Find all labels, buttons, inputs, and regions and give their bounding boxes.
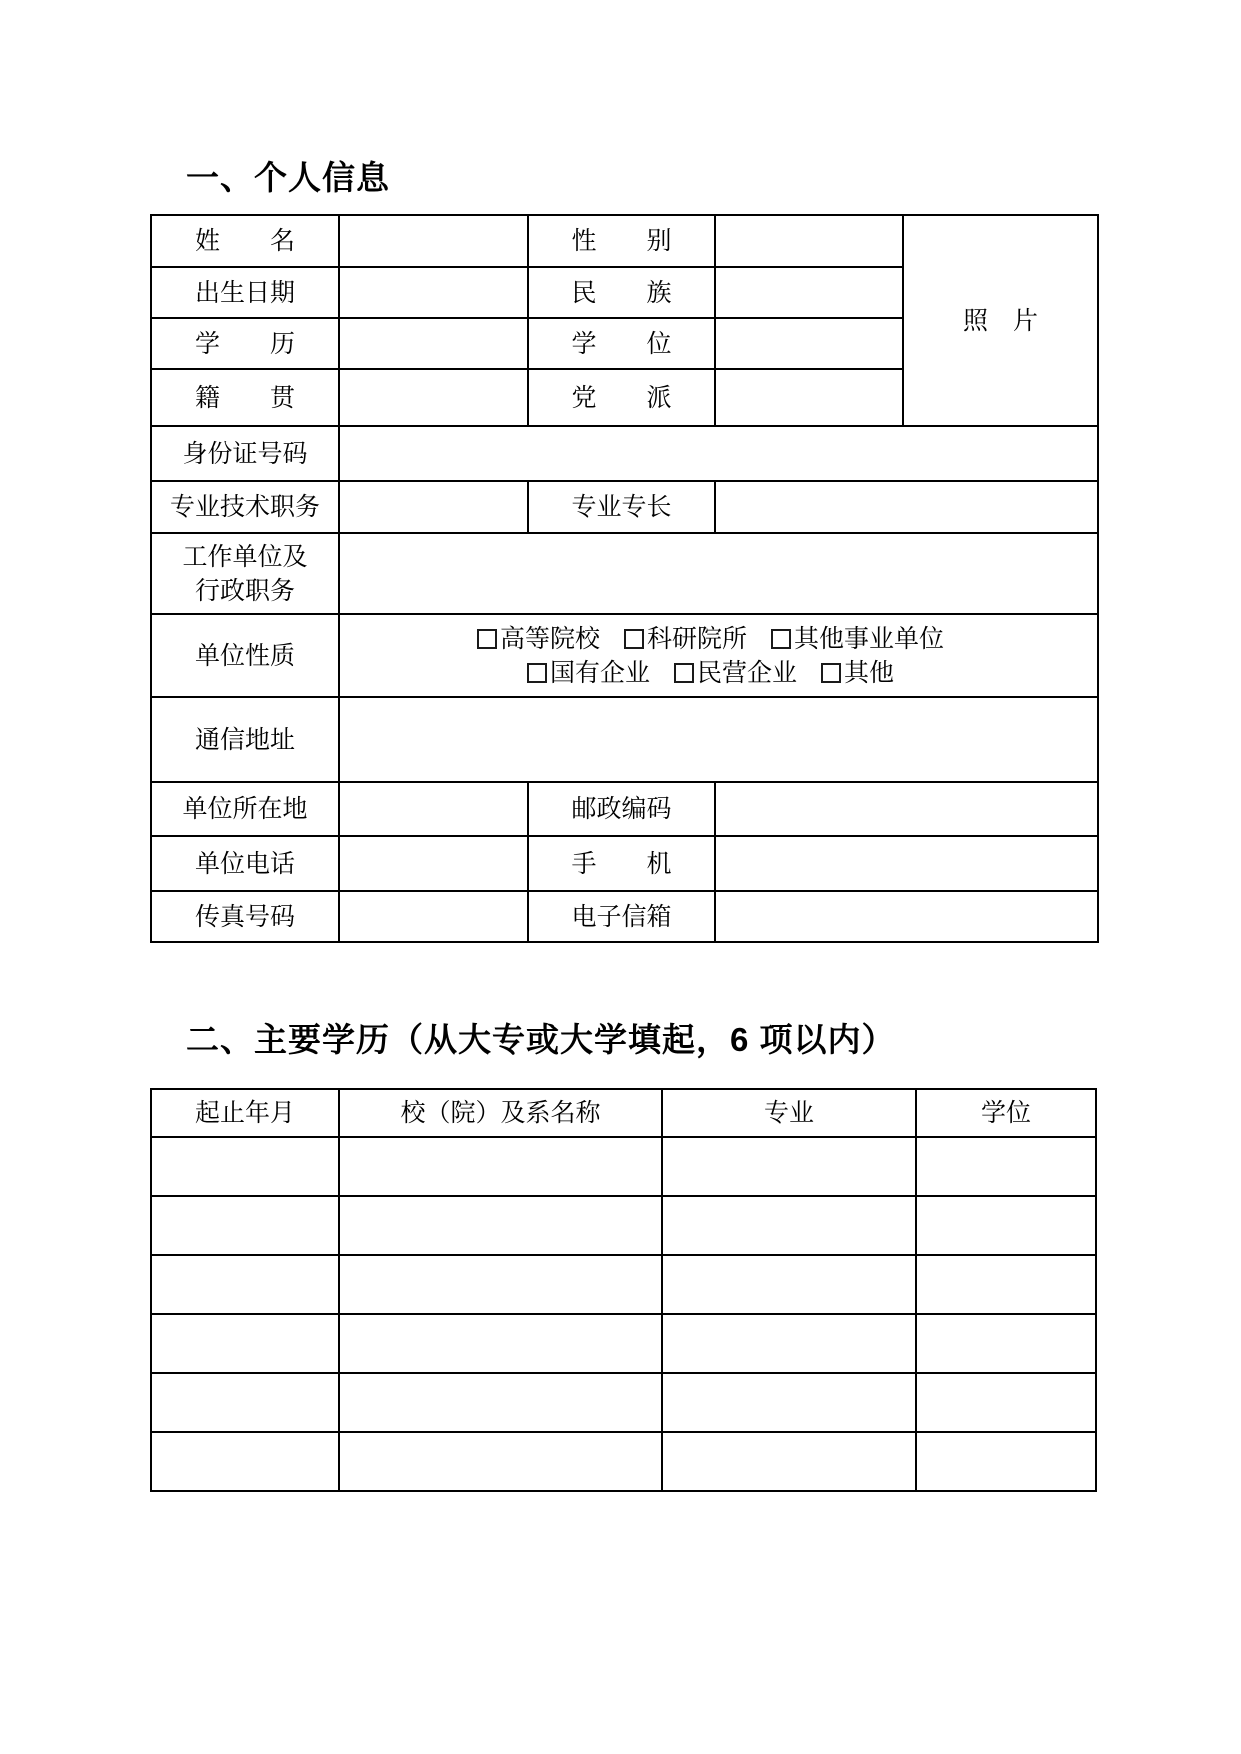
edu-degree-field[interactable] bbox=[916, 1255, 1096, 1314]
edu-date-range-field[interactable] bbox=[151, 1314, 339, 1373]
edu-major-field[interactable] bbox=[662, 1137, 916, 1196]
unit-nature-options-line1 bbox=[340, 622, 1097, 656]
unit-nature-options-line2 bbox=[340, 656, 1097, 690]
work-unit-label-line2: 行政职务 bbox=[194, 575, 295, 605]
name-label: 姓 名 bbox=[151, 215, 339, 267]
edu-degree-field[interactable] bbox=[916, 1137, 1096, 1196]
name-field[interactable] bbox=[339, 215, 528, 267]
postal-code-label: 邮政编码 bbox=[528, 782, 715, 836]
unit-location-field[interactable] bbox=[339, 782, 528, 836]
checkbox-option-label: 其他 bbox=[843, 657, 894, 687]
section1-title: 一、个人信息 bbox=[186, 159, 390, 196]
professional-title-field[interactable] bbox=[339, 481, 528, 533]
education-row bbox=[151, 1432, 1096, 1491]
edu-major-field[interactable] bbox=[662, 1373, 916, 1432]
edu-school-field[interactable] bbox=[339, 1373, 662, 1432]
edu-major-field[interactable] bbox=[662, 1196, 916, 1255]
fax-label: 传真号码 bbox=[151, 891, 339, 942]
party-label: 党 派 bbox=[528, 369, 715, 426]
unit-nature-options-cell bbox=[339, 614, 1098, 697]
email-label: 电子信箱 bbox=[528, 891, 715, 942]
education-row bbox=[151, 1137, 1096, 1196]
unit-nature-label: 单位性质 bbox=[151, 614, 339, 697]
checkbox-icon[interactable] bbox=[624, 629, 644, 649]
checkbox-option-other[interactable] bbox=[821, 656, 894, 690]
row-unit-nature bbox=[151, 614, 1098, 697]
education-field[interactable] bbox=[339, 318, 528, 369]
row-work-unit bbox=[151, 533, 1098, 614]
edu-school-field[interactable] bbox=[339, 1314, 662, 1373]
checkbox-icon[interactable] bbox=[674, 663, 694, 683]
native-place-field[interactable] bbox=[339, 369, 528, 426]
edu-major-field[interactable] bbox=[662, 1314, 916, 1373]
header-degree: 学位 bbox=[916, 1089, 1096, 1137]
row-name-gender bbox=[151, 215, 1098, 267]
checkbox-option-label: 科研院所 bbox=[646, 623, 747, 653]
postal-code-field[interactable] bbox=[715, 782, 1098, 836]
section2-title: 二、主要学历（从大专或大学填起，6 项以内） bbox=[186, 1021, 896, 1058]
education-row bbox=[151, 1196, 1096, 1255]
checkbox-icon[interactable] bbox=[527, 663, 547, 683]
edu-degree-field[interactable] bbox=[916, 1196, 1096, 1255]
edu-degree-field[interactable] bbox=[916, 1373, 1096, 1432]
education-row bbox=[151, 1255, 1096, 1314]
checkbox-icon[interactable] bbox=[477, 629, 497, 649]
photo-placeholder: 照 片 bbox=[903, 215, 1098, 426]
work-unit-field[interactable] bbox=[339, 533, 1098, 614]
edu-school-field[interactable] bbox=[339, 1196, 662, 1255]
row-location-postal bbox=[151, 782, 1098, 836]
header-school-department: 校（院）及系名称 bbox=[339, 1089, 662, 1137]
education-label: 学 历 bbox=[151, 318, 339, 369]
gender-field[interactable] bbox=[715, 215, 903, 267]
education-header-row bbox=[151, 1089, 1096, 1137]
checkbox-option-label: 民营企业 bbox=[696, 657, 797, 687]
edu-date-range-field[interactable] bbox=[151, 1255, 339, 1314]
checkbox-option-label: 国有企业 bbox=[550, 657, 651, 687]
mailing-address-field[interactable] bbox=[339, 697, 1098, 782]
checkbox-option-university[interactable] bbox=[477, 622, 600, 656]
email-field[interactable] bbox=[715, 891, 1098, 942]
party-field[interactable] bbox=[715, 369, 903, 426]
degree-field[interactable] bbox=[715, 318, 903, 369]
row-fax-email bbox=[151, 891, 1098, 942]
birth-date-field[interactable] bbox=[339, 267, 528, 318]
work-unit-label bbox=[151, 533, 339, 614]
header-date-range: 起止年月 bbox=[151, 1089, 339, 1137]
mailing-address-label: 通信地址 bbox=[151, 697, 339, 782]
personal-info-table bbox=[150, 214, 1099, 943]
edu-date-range-field[interactable] bbox=[151, 1373, 339, 1432]
edu-school-field[interactable] bbox=[339, 1137, 662, 1196]
checkbox-option-state-owned[interactable] bbox=[527, 656, 650, 690]
native-place-label: 籍 贯 bbox=[151, 369, 339, 426]
row-mailing-address bbox=[151, 697, 1098, 782]
edu-degree-field[interactable] bbox=[916, 1432, 1096, 1491]
header-major: 专业 bbox=[662, 1089, 916, 1137]
professional-title-label: 专业技术职务 bbox=[151, 481, 339, 533]
checkbox-icon[interactable] bbox=[771, 629, 791, 649]
education-row bbox=[151, 1373, 1096, 1432]
edu-school-field[interactable] bbox=[339, 1432, 662, 1491]
specialty-label: 专业专长 bbox=[528, 481, 715, 533]
edu-school-field[interactable] bbox=[339, 1255, 662, 1314]
checkbox-option-private[interactable] bbox=[674, 656, 797, 690]
checkbox-option-other-public[interactable] bbox=[771, 622, 944, 656]
row-title-specialty bbox=[151, 481, 1098, 533]
id-number-label: 身份证号码 bbox=[151, 426, 339, 481]
work-unit-label-line1: 工作单位及 bbox=[182, 541, 308, 571]
edu-major-field[interactable] bbox=[662, 1432, 916, 1491]
id-number-field[interactable] bbox=[339, 426, 1098, 481]
mobile-label: 手 机 bbox=[528, 836, 715, 891]
degree-label: 学 位 bbox=[528, 318, 715, 369]
birth-date-label: 出生日期 bbox=[151, 267, 339, 318]
edu-date-range-field[interactable] bbox=[151, 1137, 339, 1196]
education-history-table bbox=[150, 1088, 1097, 1492]
edu-date-range-field[interactable] bbox=[151, 1196, 339, 1255]
edu-major-field[interactable] bbox=[662, 1255, 916, 1314]
unit-phone-field[interactable] bbox=[339, 836, 528, 891]
row-phone-mobile bbox=[151, 836, 1098, 891]
fax-field[interactable] bbox=[339, 891, 528, 942]
gender-label: 性 别 bbox=[528, 215, 715, 267]
education-row bbox=[151, 1314, 1096, 1373]
ethnicity-label: 民 族 bbox=[528, 267, 715, 318]
checkbox-option-label: 其他事业单位 bbox=[793, 623, 944, 653]
ethnicity-field[interactable] bbox=[715, 267, 903, 318]
specialty-field[interactable] bbox=[715, 481, 1098, 533]
edu-degree-field[interactable] bbox=[916, 1314, 1096, 1373]
unit-location-label: 单位所在地 bbox=[151, 782, 339, 836]
checkbox-icon[interactable] bbox=[821, 663, 841, 683]
mobile-field[interactable] bbox=[715, 836, 1098, 891]
row-id-number bbox=[151, 426, 1098, 481]
checkbox-option-label: 高等院校 bbox=[500, 623, 601, 653]
edu-date-range-field[interactable] bbox=[151, 1432, 339, 1491]
checkbox-option-research-institute[interactable] bbox=[624, 622, 747, 656]
unit-phone-label: 单位电话 bbox=[151, 836, 339, 891]
